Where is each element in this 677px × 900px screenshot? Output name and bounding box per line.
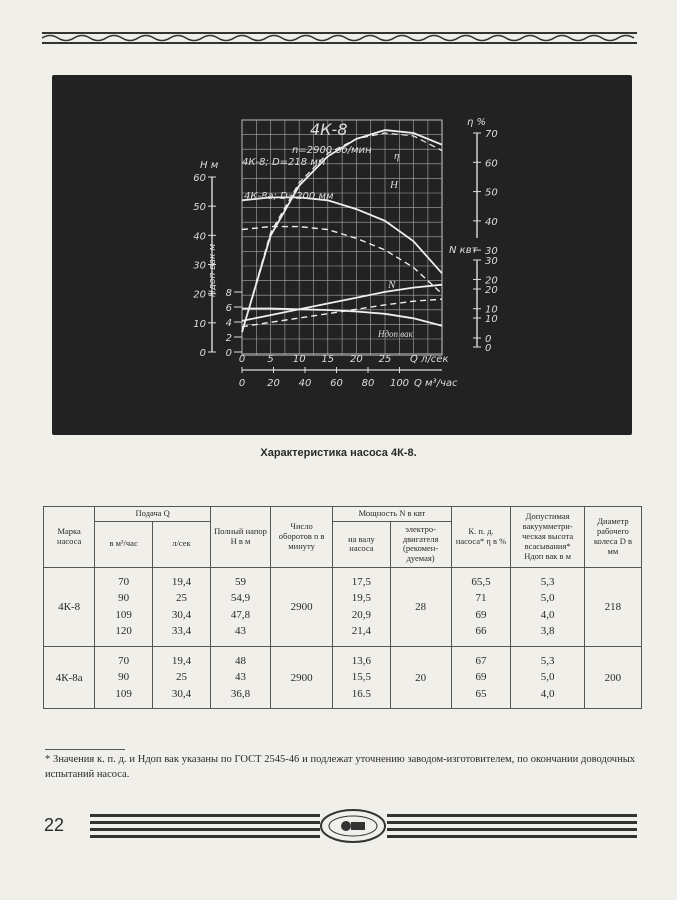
footnote: * Значения к. п. д. и Hдоп вак указаны по ГОСТ 2545-46 и подлежат уточнению заводом-изготовителем, по окончании доводочных испытаний насоса. xyxy=(45,754,635,780)
q-ls-tick-label: 5 xyxy=(267,354,274,365)
cell-head-value: 48 xyxy=(235,654,247,667)
bottom-ornament xyxy=(42,806,637,846)
cell-vac-value: 4,0 xyxy=(540,687,555,700)
eff-axis-tick-label: 0 xyxy=(485,334,492,345)
eff-axis-title: η % xyxy=(467,117,487,128)
cell-eff-value: 71 xyxy=(475,592,487,605)
cell-power-motor: 28 xyxy=(390,567,451,646)
h-axis-tick-label: 30 xyxy=(193,260,206,272)
h-axis-tick-label: 50 xyxy=(193,202,206,214)
footnote-rule xyxy=(45,749,125,750)
cell-flow-m3-value: 109 xyxy=(115,687,132,700)
cell-eff-value: 67 xyxy=(475,654,487,667)
cell-power-shaft-value: 13,6 xyxy=(351,654,372,667)
power-axis-tick-label: 30 xyxy=(485,256,498,267)
curve-label-head: H xyxy=(390,179,398,191)
top-ornament xyxy=(42,30,637,46)
cell-power-shaft-value: 19,5 xyxy=(351,592,372,605)
power-axis-tick-label: 10 xyxy=(485,314,498,325)
h-axis-tick-label: 0 xyxy=(199,348,206,359)
cell-eff-value: 69 xyxy=(475,671,487,684)
eff-axis-tick-label: 30 xyxy=(485,246,498,258)
cell-vac-value: 5,0 xyxy=(540,671,555,684)
cell-vac-value: 5,0 xyxy=(540,592,555,605)
cell-power-motor: 20 xyxy=(390,646,451,709)
q-ls-tick-label: 10 xyxy=(292,354,306,365)
eff-axis-tick-label: 40 xyxy=(485,216,498,228)
col-head: Полный напор H в м xyxy=(211,507,271,568)
col-diam: Диаметр рабочего колеса D в мм xyxy=(584,507,641,568)
q-m3-tick-label: 20 xyxy=(267,378,280,389)
q-m3-tick-label: 60 xyxy=(330,378,343,389)
eff-axis-tick-label: 50 xyxy=(485,187,498,199)
cell-head-value: 59 xyxy=(235,575,247,588)
cell-flow-ls-value: 19,4 xyxy=(171,575,192,588)
col-brand: Марка насоса xyxy=(44,507,95,568)
pump-chart xyxy=(52,75,632,435)
cell-vac xyxy=(511,646,584,709)
cell-flow-m3-value: 109 xyxy=(115,608,132,621)
power-axis-tick-label: 0 xyxy=(485,343,492,354)
cell-diam: 200 xyxy=(584,646,641,709)
figure-caption: Характеристика насоса 4К-8. xyxy=(260,447,417,459)
h-axis-title: H м xyxy=(200,160,219,171)
col-flow-m3: в м³/час xyxy=(95,521,153,567)
col-flow: Подача Q xyxy=(95,507,211,522)
cell-power-shaft xyxy=(333,646,390,709)
q-m3-tick-label: 80 xyxy=(361,378,375,389)
chart-title: 4К-8 xyxy=(310,120,348,139)
cell-head-value: 47,8 xyxy=(230,608,251,621)
hvac-axis-tick-label: 8 xyxy=(225,288,232,299)
table-row xyxy=(44,567,642,646)
q-ls-tick-label: 20 xyxy=(350,354,363,365)
cell-flow-m3-value: 90 xyxy=(118,592,130,605)
cell-eff-value: 65,5 xyxy=(471,575,491,588)
cell-vac xyxy=(511,567,584,646)
cell-head-value: 43 xyxy=(235,671,247,684)
cell-power-shaft-value: 20,9 xyxy=(351,608,372,621)
q-m3-tick-label: 100 xyxy=(389,378,410,389)
cell-vac-value: 3,8 xyxy=(540,625,555,638)
eff-axis-tick-label: 60 xyxy=(485,158,498,170)
hvac-axis-tick-label: 6 xyxy=(225,303,232,314)
cell-brand: 4К-8 xyxy=(44,567,95,646)
eff-axis-tick-label: 70 xyxy=(485,129,498,140)
cell-flow-m3-value: 70 xyxy=(118,575,130,588)
cell-power-shaft-value: 17,5 xyxy=(351,575,372,588)
cell-head-value: 54,9 xyxy=(230,592,251,605)
q-m3-tick-label: 40 xyxy=(298,378,312,389)
impeller-label-1: 4К-8; D=218 мм xyxy=(242,157,326,168)
cell-flow-ls-value: 33,4 xyxy=(171,625,192,638)
cell-eff xyxy=(451,567,511,646)
cell-flow-ls-value: 30,4 xyxy=(171,608,192,621)
cell-flow-ls-value: 25 xyxy=(175,592,187,605)
eff-axis-tick-label: 20 xyxy=(485,275,498,287)
cell-flow-ls xyxy=(152,567,210,646)
cell-vac-value: 5,3 xyxy=(540,575,555,588)
hvac-axis-tick-label: 2 xyxy=(225,333,232,344)
q-ls-tick-label: 15 xyxy=(321,354,335,365)
q-m3-tick-label: 0 xyxy=(238,378,246,389)
power-axis-title: N квт xyxy=(449,245,478,256)
speed-label: n=2900 об/мин xyxy=(292,145,372,156)
q-ls-tick-label: 25 xyxy=(378,354,392,365)
col-vac: Допустимая вакуумметри-ческая высота всасывания* Hдоп вак в м xyxy=(511,507,584,568)
hvac-axis-tick-label: 4 xyxy=(225,318,232,329)
power-axis-tick-label: 20 xyxy=(485,285,498,296)
hvac-axis-title: Hдоп вак м xyxy=(208,243,218,297)
col-speed: Число оборотов n в минуту xyxy=(270,507,332,568)
cell-head xyxy=(211,646,271,709)
col-eff: К. п. д. насоса* η в % xyxy=(451,507,511,568)
cell-power-shaft-value: 16.5 xyxy=(351,687,372,700)
cell-eff xyxy=(451,646,511,709)
q-ls-unit: Q л/сек xyxy=(410,354,449,365)
cell-head-value: 43 xyxy=(235,625,247,638)
cell-flow-ls-value: 19,4 xyxy=(171,654,192,667)
cell-speed: 2900 xyxy=(270,567,332,646)
cell-flow-m3-value: 70 xyxy=(118,654,130,667)
cell-head xyxy=(211,567,271,646)
col-power-shaft: на валу насоса xyxy=(333,521,390,567)
curve-label-hvac: Hдоп вак xyxy=(378,329,413,339)
cell-eff-value: 66 xyxy=(475,625,487,638)
cell-vac-value: 4,0 xyxy=(540,608,555,621)
h-axis-tick-label: 20 xyxy=(193,289,206,301)
cell-diam: 218 xyxy=(584,567,641,646)
col-power: Мощность N в квт xyxy=(333,507,451,522)
h-axis-tick-label: 60 xyxy=(193,173,206,184)
col-flow-ls: л/сек xyxy=(152,521,210,567)
spec-table xyxy=(43,506,642,709)
h-axis-tick-label: 40 xyxy=(193,231,206,243)
chart-axes xyxy=(193,129,497,389)
table-row xyxy=(44,646,642,709)
cell-power-shaft-value: 15,5 xyxy=(351,671,372,684)
col-power-motor: электро-двигателя (рекомен-дуемая) xyxy=(390,521,451,567)
cell-speed: 2900 xyxy=(270,646,332,709)
curve-label-power: N xyxy=(388,279,396,291)
cell-eff-value: 69 xyxy=(475,608,487,621)
cell-flow-m3 xyxy=(95,646,153,709)
impeller-label-2: 4К-8а; D=200 мм xyxy=(244,191,334,202)
cell-flow-ls xyxy=(152,646,210,709)
q-ls-tick-label: 0 xyxy=(238,354,246,365)
cell-flow-m3 xyxy=(95,567,153,646)
cell-brand: 4К-8а xyxy=(44,646,95,709)
hvac-axis-tick-label: 0 xyxy=(225,348,232,359)
cell-power-shaft xyxy=(333,567,390,646)
curve-label-eff: η xyxy=(394,150,400,162)
q-m3-unit: Q м³/час xyxy=(414,378,458,389)
pump-characteristic-figure xyxy=(52,75,632,435)
cell-vac-value: 5,3 xyxy=(540,654,555,667)
cell-power-shaft-value: 21,4 xyxy=(351,625,372,638)
cell-flow-ls-value: 30,4 xyxy=(171,687,192,700)
cell-flow-m3-value: 90 xyxy=(118,671,130,684)
cell-eff-value: 65 xyxy=(475,687,487,700)
eff-axis-tick-label: 10 xyxy=(485,304,498,316)
page-number: 22 xyxy=(44,815,65,835)
h-axis-tick-label: 10 xyxy=(193,318,206,330)
cell-flow-m3-value: 120 xyxy=(115,625,132,638)
cell-flow-ls-value: 25 xyxy=(175,671,187,684)
cell-head-value: 36,8 xyxy=(230,687,251,700)
